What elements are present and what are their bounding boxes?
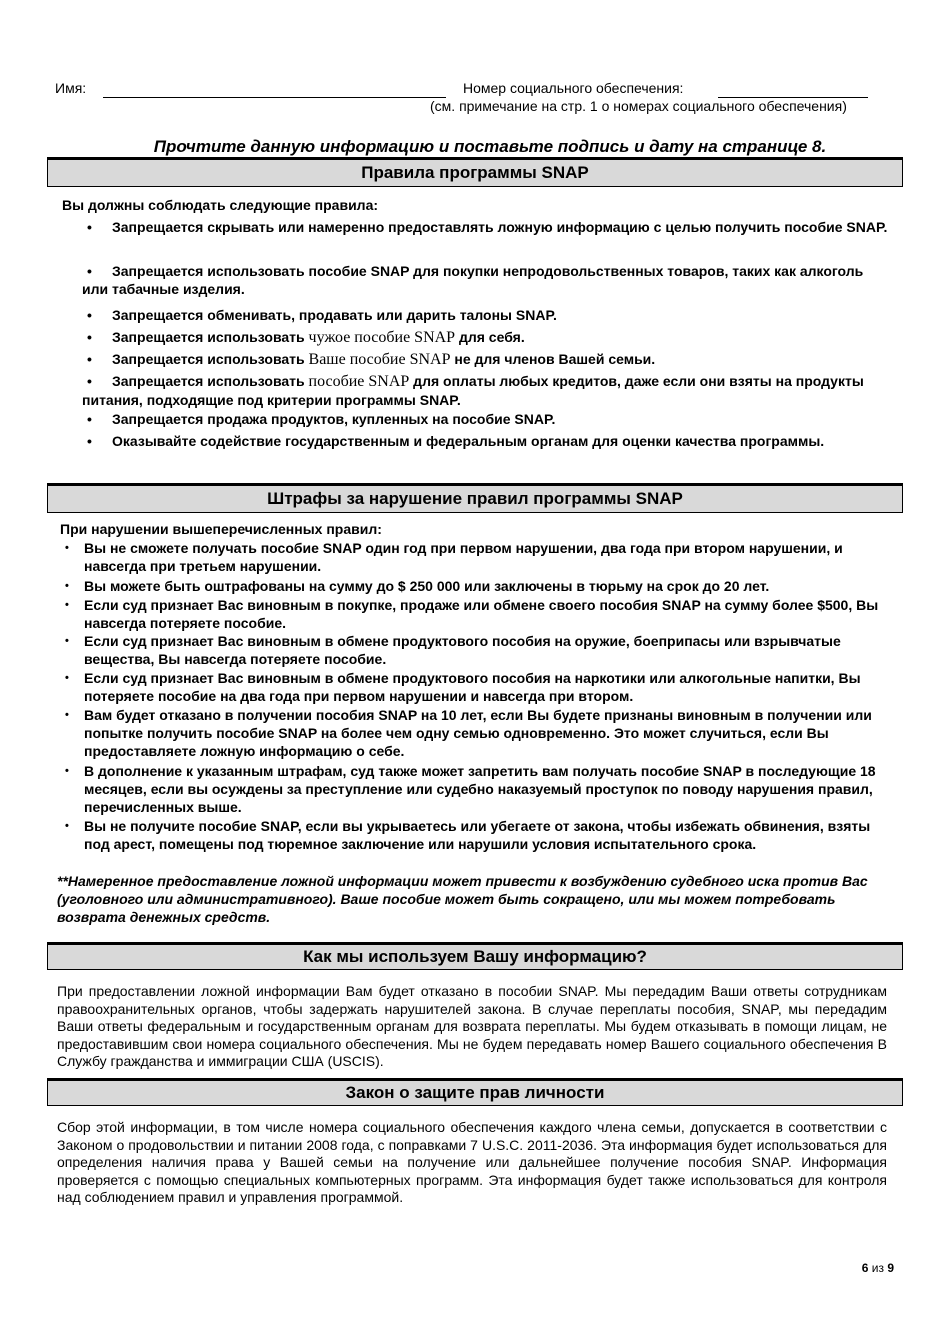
penalty-item: • Если суд признает Вас виновным в обмене продуктового пособия на наркотики или алкогольные напитки, Вы потеряете пособие на два года при первом нарушении и навсегда при втором.	[65, 670, 861, 704]
ssn-note: (см. примечание на стр. 1 о номерах социального обеспечения)	[430, 98, 847, 114]
name-field[interactable]	[103, 82, 446, 98]
page-current: 6	[861, 1261, 869, 1275]
privacy-text: Сбор этой информации, в том числе номера социального обеспечения каждого члена семьи, допускается в соответствии с Законом о продовольствии и питании 2008 года, с поправками 7 U.S.C. 2011-2036. Эта информация будет использоваться для определения наличия права у Вашей семьи на получение или дальнейшее получение пособия SNAP. Информация проверяется с помощью специальных компьютерных программ. Эта информация будет также использоваться для контроля над соблюдением правил и управления программой.	[57, 1119, 887, 1205]
penalty-item: • Если суд признает Вас виновным в обмене продуктового пособия на оружие, боеприпасы или взрывчатые вещества, Вы навсегда потеряете пособие.	[65, 633, 841, 667]
rule-item: • Запрещается обменивать, продавать или дарить талоны SNAP.	[87, 307, 557, 323]
penalties-title: Штрафы за нарушение правил программы SNAP	[267, 489, 683, 508]
rule-item: • Оказывайте содействие государственным и федеральным органам для оценки качества программы.	[87, 433, 825, 449]
penalty-item: • Вы не получите пособие SNAP, если вы укрываетесь или убегаете от закона, чтобы избежать обвинения, взяты под арест, помещены под тюремное заключение или нарушили условия испытательного срока.	[65, 818, 871, 852]
penalties-intro: При нарушении вышеперечисленных правил:	[60, 521, 382, 537]
rule-item: • Запрещается использовать Ваше пособие SNAP не для членов Вашей семьи.	[87, 351, 656, 368]
usage-header	[47, 942, 903, 970]
usage-title: Как мы используем Вашу информацию?	[303, 947, 647, 966]
page-total: 9	[887, 1261, 894, 1275]
privacy-header	[47, 1078, 903, 1106]
rules-title: Правила программы SNAP	[361, 163, 589, 182]
usage-text: При предоставлении ложной информации Вам будет отказано в пособии SNAP. Мы передадим Ваши ответы сотрудникам правоохранительных органов, чтобы задержать нарушителей закона. В случае переплаты пособия, SNAP, мы передадим Ваши ответы федеральным и государственным органам для возврата переплаты. Мы будем отказывать в помощи лицам, не предоставившим свои номера социального обеспечения. Мы не будем передавать номер Вашего социального обеспечения В Службу гражданства и иммиграции США (USCIS).	[57, 983, 887, 1069]
rule-item: • Запрещается продажа продуктов, купленных на пособие SNAP.	[87, 411, 556, 427]
page-number	[820, 1261, 894, 1275]
penalty-item: • Если суд признает Вас виновным в покупке, продаже или обмене своего пособия SNAP на сумму более $500, Вы навсегда потеряете пособие.	[65, 597, 879, 631]
ssn-label: Номер социального обеспечения:	[463, 80, 684, 96]
rules-list	[62, 196, 892, 476]
rule-item: • Запрещается использовать пособие SNAP для оплаты любых кредитов, даже если они взяты на продукты питания, подходящие под критерии программы SNAP.	[82, 373, 864, 408]
penalties-note: **Намеренное предоставление ложной информации может привести к возбуждению судебного иска против Вас (уголовного или административного). Ваше пособие может быть сокращено, или мы можем потребовать возврата денежных средств.	[57, 873, 868, 925]
rules-header	[47, 157, 903, 187]
name-label: Имя:	[55, 80, 87, 96]
page-of: из	[871, 1261, 884, 1275]
penalty-item: • В дополнение к указанным штрафам, суд также может запретить вам получать пособие SNAP в последующие 18 месяцев, если вы осуждены за преступление или судебно наказуемый проступок по поводу нарушения правил, перечисленных выше.	[65, 763, 876, 815]
rule-item: • Запрещается использовать пособие SNAP для покупки непродовольственных товаров, таких как алкоголь или табачные изделия.	[82, 263, 864, 297]
ssn-field[interactable]	[718, 82, 868, 98]
privacy-title: Закон о защите прав личности	[345, 1083, 605, 1102]
penalty-item: • Вы не сможете получать пособие SNAP один год при первом нарушении, два года при втором нарушении, и навсегда при третьем нарушении.	[65, 540, 843, 574]
rules-intro: Вы должны соблюдать следующие правила:	[62, 197, 379, 213]
penalty-item: • Вы можете быть оштрафованы на сумму до $ 250 000 или заключены в тюрьму на срок до 20 лет.	[65, 578, 770, 594]
penalties-header	[47, 483, 903, 513]
penalty-item: • Вам будет отказано в получении пособия SNAP на 10 лет, если Вы будете признаны виновным в получении или попытке получить пособие SNAP на более чем одну семью одновременно. Это может случиться, если Вы предоставляете ложную информацию о себе.	[65, 707, 872, 759]
penalties-list	[57, 520, 887, 930]
rule-item: • Запрещается скрывать или намеренно предоставлять ложную информацию с целью получить пособие SNAP.	[87, 219, 888, 235]
instruction-text: Прочтите данную информацию и поставьте подпись и дату на странице 8.	[153, 137, 827, 156]
rule-item: • Запрещается использовать чужое пособие SNAP для себя.	[87, 329, 525, 346]
